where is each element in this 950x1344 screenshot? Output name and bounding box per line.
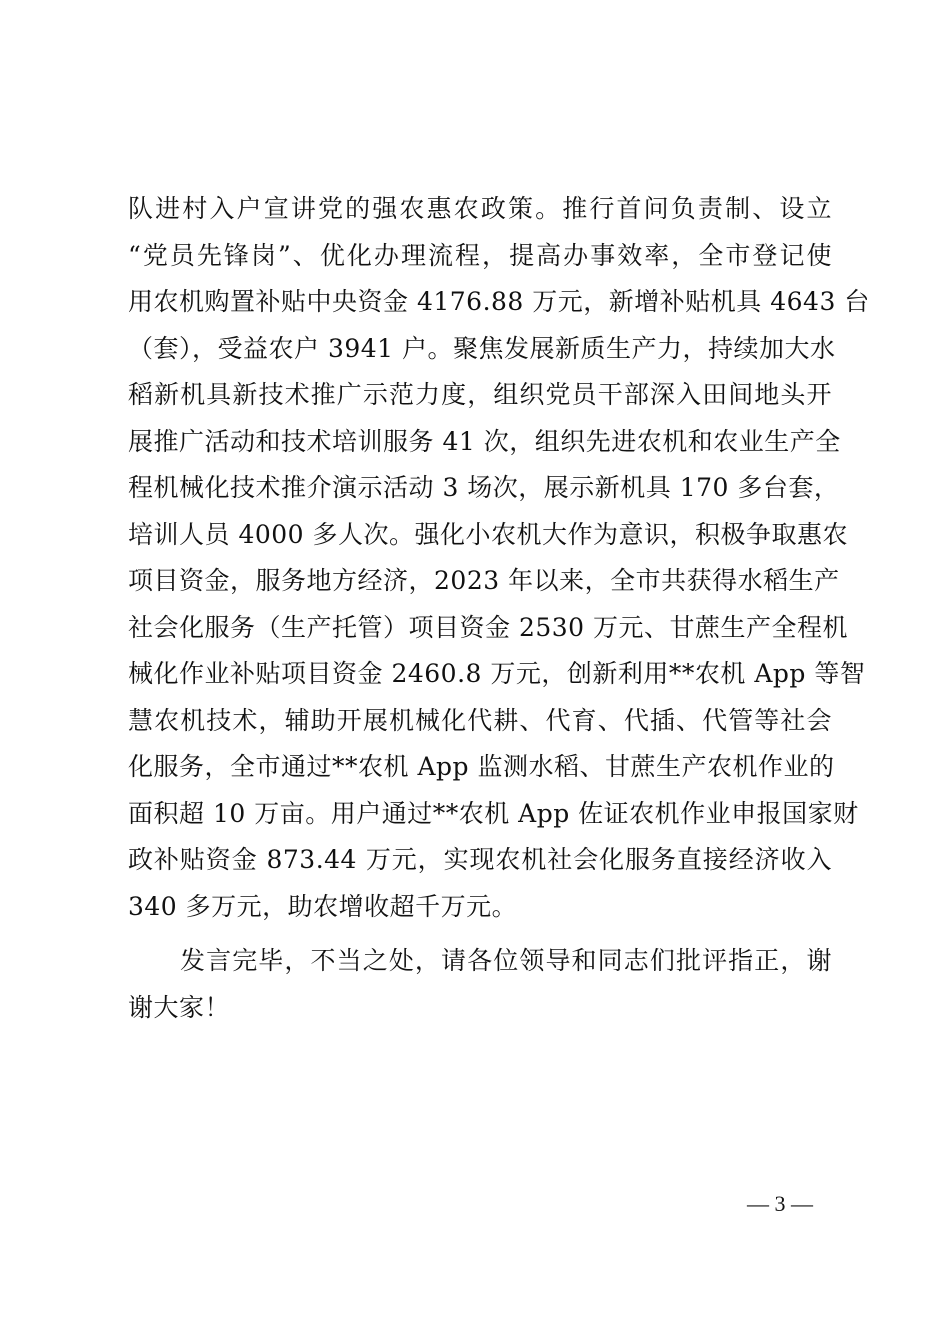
text-line: 谢大家！: [128, 992, 231, 1022]
text-line: 项目资金，服务地方经济，2023 年以来，全市共获得水稻生产: [128, 566, 840, 595]
text-line: 稻新机具新技术推广示范力度，组织党员干部深入田间地头开: [128, 380, 832, 409]
text-line: 队进村入户宣讲党的强农惠农政策。推行首问负责制、设立: [128, 194, 832, 223]
text-line: 340 多万元，助农增收超千万元。: [128, 891, 518, 921]
page-number: — 3 —: [747, 1191, 813, 1216]
text-line: 用农机购置补贴中央资金 4176.88 万元，新增补贴机具 4643 台: [128, 287, 870, 316]
text-line: 化服务，全市通过**农机 App 监测水稻、甘蔗生产农机作业的: [128, 752, 835, 781]
text-line: 发言完毕，不当之处，请各位领导和同志们批评指正，谢: [180, 946, 832, 975]
body-text: [128, 186, 870, 1031]
text-line: 慧农机技术，辅助开展机械化代耕、代育、代插、代管等社会: [128, 705, 832, 735]
text-line: 面积超 10 万亩。用户通过**农机 App 佐证农机作业申报国家财: [128, 798, 859, 828]
text-line: “党员先锋岗”、优化办理流程，提高办事效率，全市登记使: [128, 240, 832, 270]
text-line: 程机械化技术推介演示活动 3 场次，展示新机具 170 多台套，: [128, 473, 840, 502]
paragraph-1: [128, 186, 870, 930]
text-line: 社会化服务（生产托管）项目资金 2530 万元、甘蔗生产全程机: [128, 612, 849, 642]
text-line: （套），受益农户 3941 户。聚焦发展新质生产力，持续加大水: [128, 333, 836, 363]
text-line: 展推广活动和技术培训服务 41 次，组织先进农机和农业生产全: [128, 426, 841, 456]
text-line: 培训人员 4000 多人次。强化小农机大作为意识，积极争取惠农: [128, 519, 849, 549]
paragraph-spacer: [128, 930, 832, 938]
text-line: 械化作业补贴项目资金 2460.8 万元，创新利用**农机 App 等智: [128, 659, 866, 688]
paragraph-2: [128, 938, 832, 1031]
text-line: 政补贴资金 873.44 万元，实现农机社会化服务直接经济收入: [128, 845, 832, 874]
